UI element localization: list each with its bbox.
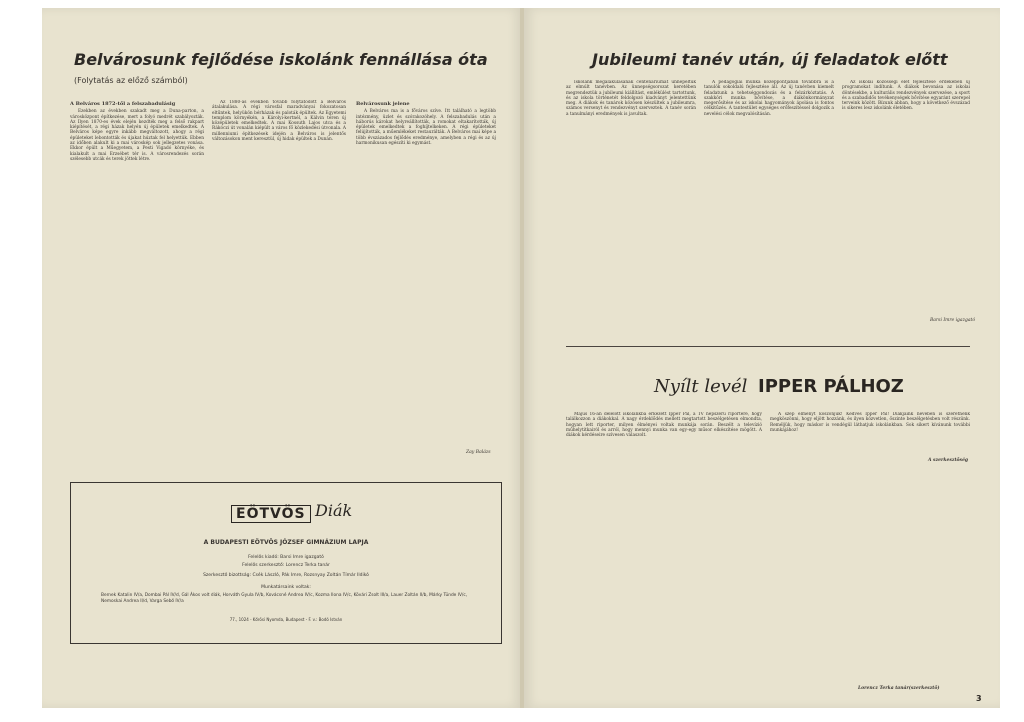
right-col-1-text: Iskolánk megalakulásának centenáriumát ünnepeltük az elmúlt tanévben. Az ünnepségsorozat keretében megrendeztük a jubileumi kiállítást, emlékülést tartottunk, és az iskola történetét feldolgozó kiadványt jelentettünk meg. A diákok és tanárok közösen készültek a jubileumra, számos versenyt és rendezvényt szerveztek. A tanév során a tanulmányi eredmények is javultak. — [566, 80, 696, 117]
left-col-1-text: Ezekben az években szakadt meg a Duna-parton, a városközpont építkezése, mert a folyó medrét szabályozták. Az Ilyen 1870-es évek elején kezdték meg a felső rakpart kiépítését, a régi házak helyén új épületek emelkedtek. A Belváros képe egyre inkább megváltozott, ahogy a régi épületeket lebontották és újakat húztak fel helyettük. Ebben az időben alakult ki a mai városkép sok jellegzetes vonása. Ekkor épült a Műegyetem, a Pesti Vigadó környéke, és kialakult a mai Erzsébet tér is. A városrendezés során szélesebb utcák és terek jöttek létre. — [70, 109, 204, 162]
masthead-box — [70, 482, 502, 644]
letter-col-1-text: Május 16-án délelőtt iskolánkba érkezett Ipper Pál, a TV népszerű riportere, hogy találkozzon a diákokkal. A nagy érdeklődés mellett megtartott beszélgetésen elmondta, hogyan lett riporter, milyen élményei voltak munkája során. Beszélt a televízió műhelytitkairól és arról, hogy mennyi munka van egy-egy műsor elkészítése mögött. A diákok kérdéseire szívesen válaszolt. — [566, 412, 762, 439]
letter-signature-role: A szerkesztőség — [928, 458, 969, 463]
masthead-editor: Felelős szerkesztő: Lorencz Terka tanár — [242, 563, 330, 568]
letter-col-2-text: A szép élményt köszönjük! Kedves Ipper Pál! Diákjaink nevében is szeretnénk megköszönni, hogy eljött hozzánk, és ilyen közvetlen, őszinte beszélgetésben volt részünk. Reméljük, hogy máskor is vendégül láthatjuk iskolánkban. Sok sikert kívánunk további munkájához! — [770, 412, 970, 433]
section-divider — [566, 346, 970, 347]
right-page-title: Jubileumi tanév után, új feladatok előtt — [592, 50, 948, 69]
masthead-logo-script: Diák — [315, 501, 353, 520]
letter-author: Lorencz Terka tanár(szerkesztő) — [858, 686, 940, 691]
left-col-3-text: A Belváros ma is a főváros szíve. Itt található a legtöbb intézmény, üzlet és szórakozóhely. A felszabadulás után a háborús károkat helyreállították, a romokat eltakarították, új épületek emelkedtek a foghíjtelkeken. A régi épületeket felújították, a műemlékeket restaurálták. A Belváros mai képe a több évszázados fejlődés eredménye, amelyben a régi és az új harmonikusan egészíti ki egymást. — [356, 109, 496, 147]
right-col-3 — [842, 80, 970, 320]
masthead-board: Szerkesztő bizottság: Csék László, Pák Imre, Rozsnyay Zoltán Tímár Ildikó — [203, 573, 369, 578]
letter-title-bold: IPPER PÁLHOZ — [758, 376, 904, 397]
section-heading: A Belváros 1872-től a felszabadulásig — [70, 101, 176, 107]
left-col-2-text: Az 1880-as években tovább folytatódott a Belváros átalakulása. A régi városfal maradványai fokozatosan eltűntek, helyükön bérházak és paloták épültek. Az Egyetemi templom környékén, a Károlyi-kertnél, a Kálvin téren új középületek emelkedtek. A mai Kossuth Lajos utca és a Rákóczi út vonalán kiépült a város fő közlekedési útvonala. A millenniumi építkezések idején a Belváros is jelentős változásokon ment keresztül, új hidak épültek a Dunán. — [212, 100, 346, 143]
left-author: Zay Balázs — [466, 450, 491, 455]
masthead-contributors: Bernek Katalin IV/a, Dombai Pál IV/d, Gál Ákos volt diák, Horváth Gyula IV/b, Kovácsné Andrea IV/c, Kozma Ilona IV/c, Kövári Zsolt III/a, Lauer Zoltán II/b, Márky Tünde IV/c, Nemoskai Andrea II/d, Varga Sebő IV/a — [101, 593, 468, 604]
masthead-contributors-head: Munkatársaink voltak: — [261, 585, 311, 590]
left-page-title: Belvárosunk fejlődése iskolánk fennállása óta — [74, 50, 488, 69]
masthead-printer: 77., 1024 - Kőrösi Nyomda, Budapest - F. v.: Bodó István — [229, 617, 343, 622]
col3-heading: Belvárosunk jelene — [356, 101, 410, 107]
left-col-2 — [212, 100, 346, 472]
right-col-2 — [704, 80, 834, 320]
left-col-1 — [70, 100, 204, 472]
left-page-subtitle: (Folytatás az előző számból) — [74, 76, 188, 85]
masthead-school: A BUDAPESTI EÖTVÖS JÓZSEF GIMNÁZIUM LAPJA — [203, 539, 369, 546]
right-col-2-text: A pedagógiai munka középpontjában továbbra is a tanulók sokoldalú fejlesztése áll. Az új tanévben kiemelt feladatunk a tehetséggondozás és a felzárkóztatás. A szakköri munka bővítése, a diákönkormányzat megerősítése és az iskolai hagyományok ápolása is fontos célkitűzés. A tantestület egységes erőfeszítéssel dolgozik a nevelési célok megvalósításán. — [704, 80, 834, 117]
page-number: 3 — [976, 694, 982, 703]
left-col-3 — [356, 100, 496, 430]
letter-col-1 — [566, 412, 762, 682]
letter-col-2 — [770, 412, 970, 532]
right-author: Barsi Imre igazgató — [930, 318, 976, 323]
right-col-1 — [566, 80, 696, 320]
right-col-3-text: Az iskolai közösségi élet fejlesztése érdekében új programokat indítunk. A diákok bevonása az iskolai döntésekbe, a kulturális rendezvények szervezése, a sport és a szabadidős tevékenységek bővítése egyaránt szerepel terveink között. Bízunk abban, hogy a következő évszázad is sikeres lesz iskolánk életében. — [842, 80, 970, 112]
masthead-publisher: Felelős kiadó: Barsi Imre igazgató — [248, 555, 324, 560]
masthead-logo-word: EÖTVÖS — [231, 505, 311, 523]
letter-title-italic: Nyílt levél — [654, 376, 748, 397]
